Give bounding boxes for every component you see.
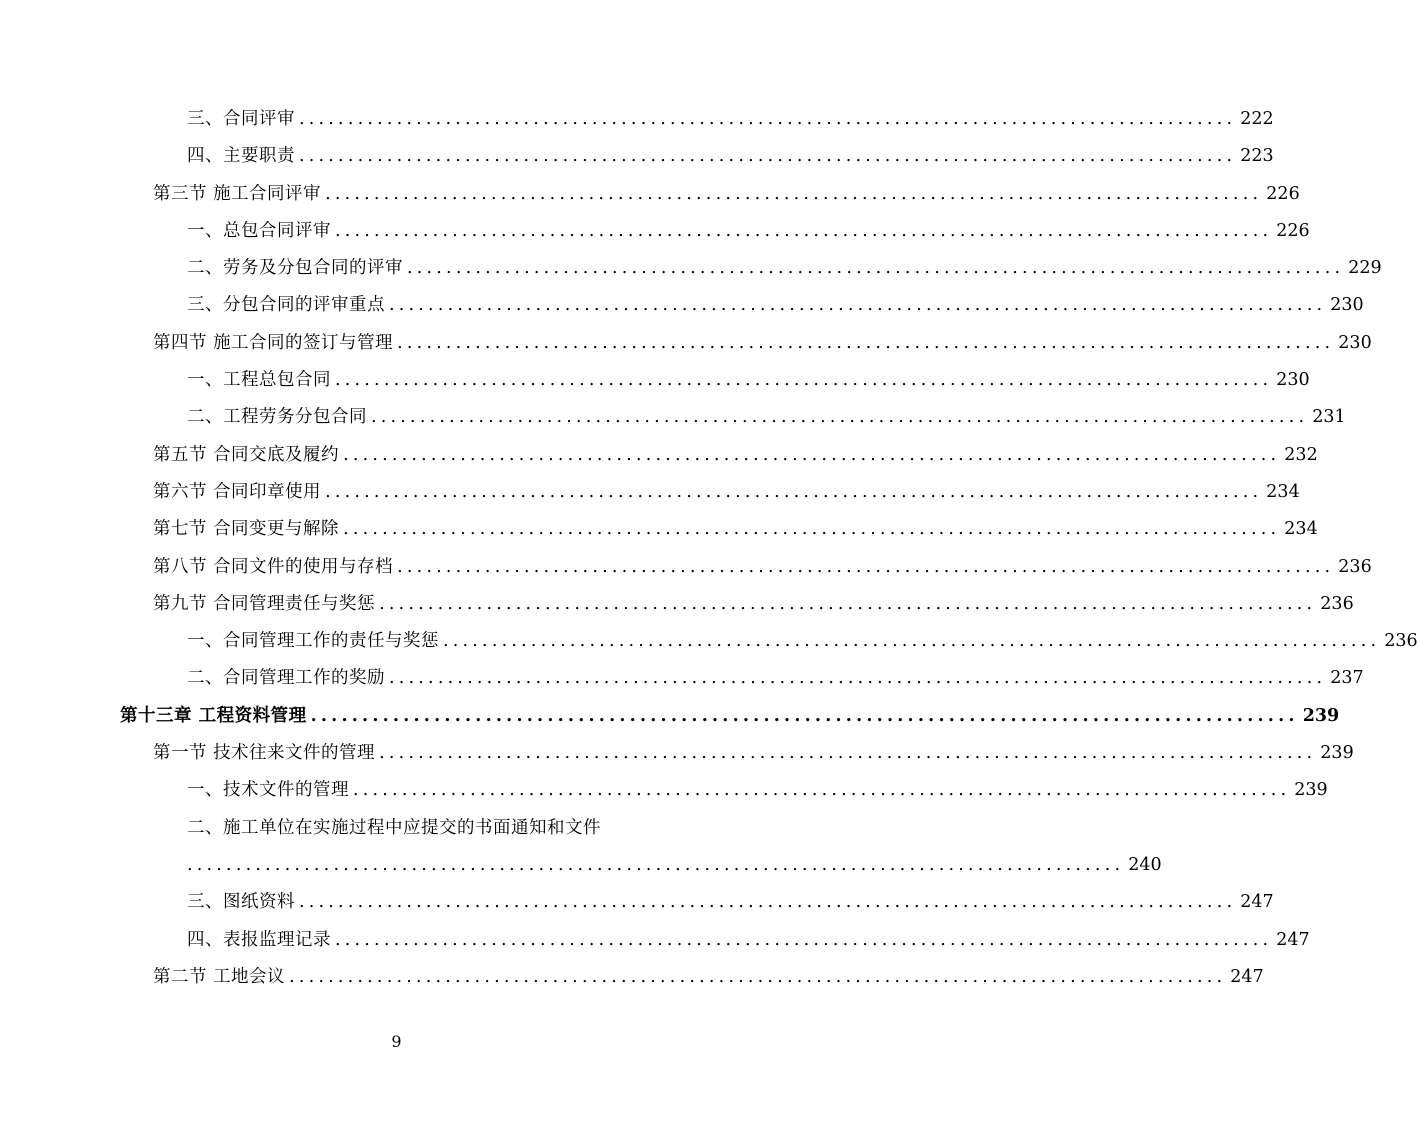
toc-entry-page: 239 (1302, 705, 1340, 726)
leader-dots: ................................................................................................ (397, 332, 1335, 353)
toc-entry-page: 230 (1276, 370, 1310, 391)
toc-entry-page: 236 (1384, 631, 1418, 652)
toc-entry-label: 一、合同管理工作的责任与奖惩 (187, 631, 439, 652)
toc-entry-page: 230 (1330, 295, 1364, 316)
toc-entry-label: 第七节 合同变更与解除 (153, 519, 340, 540)
toc-entry-label: 三、合同评审 (187, 109, 295, 129)
toc-entry-label: 二、劳务及分包合同的评审 (187, 258, 403, 279)
leader-dots: ................................................................................................ (187, 854, 1125, 875)
leader-dots: ................................................................................................ (343, 519, 1281, 540)
leader-dots: ................................................................................................ (310, 705, 1299, 726)
toc-entry-label: 三、分包合同的评审重点 (187, 295, 385, 316)
leader-dots: ................................................................................................ (379, 743, 1317, 764)
leader-dots: ................................................................................................ (299, 109, 1237, 129)
toc-entry-page: 236 (1338, 556, 1372, 577)
toc-entry-label: 一、工程总包合同 (187, 370, 331, 391)
leader-dots: ................................................................................................ (289, 966, 1227, 987)
toc-entry-label: 三、图纸资料 (187, 892, 295, 913)
toc-entry-label: 第四节 施工合同的签订与管理 (153, 332, 394, 353)
toc-entry[interactable] (0, 959, 1264, 996)
toc-entry[interactable] (0, 399, 1346, 436)
toc-entry-page: 226 (1266, 183, 1300, 204)
toc-entry-label: 第二节 工地会议 (153, 966, 286, 987)
toc-entry[interactable] (0, 884, 1274, 921)
toc-entry-page: 231 (1312, 407, 1346, 428)
toc-entry[interactable] (0, 325, 1372, 362)
toc-entry-page: 236 (1320, 593, 1354, 614)
leader-dots: ................................................................................................ (389, 668, 1327, 689)
toc-entry-page: 237 (1330, 668, 1364, 689)
leader-dots: ................................................................................................ (335, 220, 1273, 241)
toc-entry-label: 一、技术文件的管理 (187, 780, 349, 801)
toc-entry-page: 222 (1240, 109, 1274, 129)
toc-entry[interactable] (0, 213, 1310, 250)
leader-dots: ................................................................................................ (371, 407, 1309, 428)
leader-dots: ................................................................................................ (379, 593, 1317, 614)
toc-entry[interactable] (0, 772, 1328, 809)
toc-entry-label: 第一节 技术往来文件的管理 (153, 743, 376, 764)
toc-entry-label: 二、施工单位在实施过程中应提交的书面通知和文件 (187, 817, 601, 838)
leader-dots: ................................................................................................ (389, 295, 1327, 316)
toc-entry-page: 223 (1240, 146, 1274, 167)
toc-entry-page: 234 (1284, 519, 1318, 540)
leader-dots: ................................................................................................ (325, 183, 1263, 204)
leader-dots: ................................................................................................ (343, 444, 1281, 465)
toc-entry[interactable] (0, 623, 1418, 660)
leader-dots: ................................................................................................ (353, 780, 1291, 801)
toc-entry[interactable] (0, 922, 1310, 959)
toc-entry[interactable] (0, 586, 1354, 623)
toc-entry[interactable] (0, 101, 1274, 138)
toc-entry[interactable] (0, 549, 1372, 586)
toc-entry-label: 一、总包合同评审 (187, 220, 331, 241)
leader-dots: ................................................................................................ (325, 481, 1263, 502)
toc-entry[interactable] (0, 362, 1310, 399)
toc-entry-label: 二、合同管理工作的奖励 (187, 668, 385, 689)
toc-entry[interactable] (0, 735, 1354, 772)
leader-dots: ................................................................................................ (299, 892, 1237, 913)
toc-entry[interactable] (0, 660, 1364, 697)
toc-entry-page: 229 (1348, 258, 1382, 279)
toc-entry-page: 239 (1294, 780, 1328, 801)
toc-entry-label: 第八节 合同文件的使用与存档 (153, 556, 394, 577)
toc-entry-label: 第五节 合同交底及履约 (153, 444, 340, 465)
toc-entry-label: 二、工程劳务分包合同 (187, 407, 367, 428)
leader-dots: ................................................................................................ (335, 929, 1273, 950)
toc-entry-page: 226 (1276, 220, 1310, 241)
leader-dots: ................................................................................................ (443, 631, 1381, 652)
toc-entry-page: 230 (1338, 332, 1372, 353)
page-number: 9 (391, 1032, 402, 1051)
toc-entry-wrapped-first-line[interactable] (0, 810, 793, 847)
toc-entry-page: 247 (1230, 966, 1264, 987)
leader-dots: ................................................................................................ (335, 370, 1273, 391)
toc-entry[interactable] (0, 474, 1300, 511)
toc-entry[interactable] (0, 287, 1364, 324)
toc-entry[interactable] (0, 176, 1300, 213)
table-of-contents (0, 101, 1418, 996)
toc-entry-page: 232 (1284, 444, 1318, 465)
toc-chapter-entry[interactable] (0, 698, 1340, 735)
toc-entry-page: 240 (1128, 854, 1162, 875)
toc-entry[interactable] (0, 250, 1382, 287)
toc-entry-page: 247 (1240, 892, 1274, 913)
leader-dots: ................................................................................................ (397, 556, 1335, 577)
toc-entry-label: 第三节 施工合同评审 (153, 183, 322, 204)
toc-entry-label: 四、表报监理记录 (187, 929, 331, 950)
toc-entry-page: 239 (1320, 743, 1354, 764)
leader-dots: ................................................................................................ (407, 258, 1345, 279)
toc-entry-page: 247 (1276, 929, 1310, 950)
toc-entry-label: 第六节 合同印章使用 (153, 481, 322, 502)
toc-entry[interactable] (0, 511, 1318, 548)
toc-entry-label: 第十三章 工程资料管理 (120, 705, 307, 726)
toc-entry-wrapped-second-line[interactable] (0, 847, 1162, 884)
leader-dots: ................................................................................................ (299, 146, 1237, 167)
toc-entry-label: 第九节 合同管理责任与奖惩 (153, 593, 376, 614)
toc-entry[interactable] (0, 138, 1274, 175)
toc-entry-label: 四、主要职责 (187, 146, 295, 167)
toc-entry[interactable] (0, 437, 1318, 474)
toc-entry-page: 234 (1266, 481, 1300, 502)
